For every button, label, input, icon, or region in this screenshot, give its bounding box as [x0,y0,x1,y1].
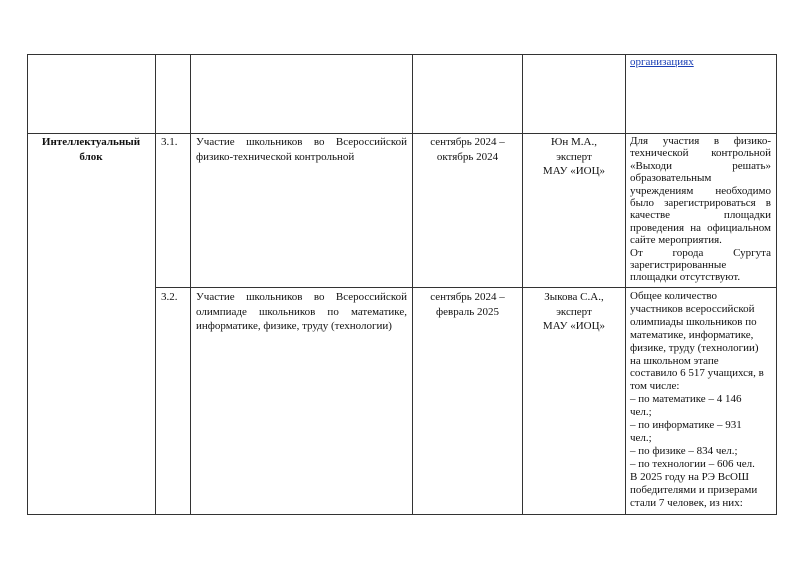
responsible-line: эксперт [556,305,592,318]
row-divider [27,133,777,134]
row-number: 3.2. [161,291,178,303]
responsible-line: МАУ «ИОЦ» [542,320,606,333]
result-text: Для участия в физико- технической контрольной «Выходи решать» образовательным учреждениям необходимо было зарегистрироваться в качестве площадки проведения на официальном сайте мероприятия. От города Сургута зарегистрированные площадки отсутствуют. [630,135,771,284]
event-name: Участие школьников во Всероссийской физико-технической контрольной [196,136,407,163]
responsible-person [523,135,625,179]
date-line: сентябрь 2024 – [430,291,505,303]
event-dates [413,290,522,319]
row-divider [155,287,777,288]
date-line: сентябрь 2024 – [430,136,505,148]
event-dates [413,135,522,164]
table-border [27,514,777,515]
date-line: февраль 2025 [436,305,499,318]
col-divider [412,54,413,515]
responsible-person [523,290,625,334]
responsible-line: Зыкова С.А., [544,291,604,303]
result-text: Общее количество участников всероссийской олимпиады школьников по математике, информатике, физике, труду (технологии) на школьном этапе составило 6 517 учащихся, в том числе: – по математике – 4 146 чел.; – по информатике – 931 чел.; – по физике – 834 чел.; – по технологии – 606 чел. В 2025 году на РЭ ВсОШ победителями и призерами стали 7 человек, из них: [630,290,764,509]
block-title: Интеллектуальный блок [41,136,141,163]
date-line: октябрь 2024 [436,150,499,163]
organizations-link[interactable]: организациях [630,56,694,68]
responsible-line: эксперт [556,150,592,163]
event-name: Участие школьников во Всероссийской олимпиаде школьников по математике, информатике, физике, труду (технологии) [196,291,407,333]
responsible-line: МАУ «ИОЦ» [542,165,606,178]
col-divider [190,54,191,515]
col-divider [522,54,523,515]
table-border [776,54,777,515]
col-divider [27,54,28,515]
responsible-line: Юн М.А., [551,136,597,148]
col-divider [155,54,156,515]
col-divider [625,54,626,515]
row-number: 3.1. [161,136,178,148]
